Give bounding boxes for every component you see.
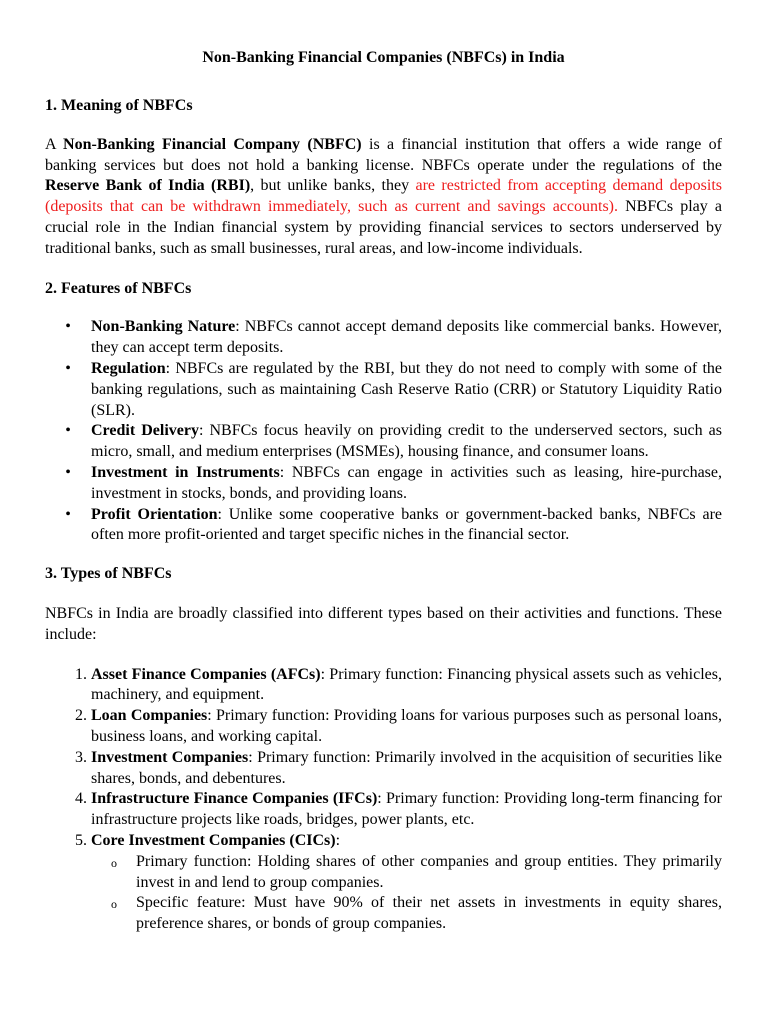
list-item: 4. Infrastructure Finance Companies (IFCs): Primary function: Providing long-term financing for infrastructure projects like roads, bridges, power plants, etc. — [45, 789, 722, 831]
circle-bullet-icon: o — [111, 897, 117, 912]
list-number: 2. — [75, 707, 87, 725]
sub-list-item: o Specific feature: Must have 90% of their net assets in investments in equity shares, preference shares, or bonds of group companies. — [111, 894, 722, 933]
list-number: 3. — [75, 748, 87, 766]
features-list — [45, 317, 722, 546]
circle-bullet-icon: o — [111, 855, 117, 870]
list-item: • Non-Banking Nature: NBFCs cannot accept demand deposits like commercial banks. However, they can accept term deposits. — [45, 317, 722, 359]
document-page — [45, 48, 722, 935]
list-item: • Investment in Instruments: NBFCs can engage in activities such as leasing, hire-purchase, investment in stocks, bonds, and providing loans. — [45, 463, 722, 505]
list-number: 1. — [75, 665, 87, 683]
list-number: 4. — [75, 790, 87, 808]
types-intro-paragraph: NBFCs in India are broadly classified into different types based on their activities and functions. These include: — [45, 604, 722, 643]
term-rbi: Reserve Bank of India (RBI) — [45, 177, 251, 195]
bullet-icon: • — [65, 359, 71, 377]
sub-list-item: o Primary function: Holding shares of other companies and group entities. They primarily invest in and lend to group companies. — [111, 852, 722, 891]
section-heading-features: 2. Features of NBFCs — [45, 279, 192, 297]
list-item: • Profit Orientation: Unlike some cooperative banks or government-backed banks, NBFCs are often more profit-oriented and target specific niches in the financial sector. — [45, 505, 722, 547]
bullet-icon: • — [65, 463, 71, 481]
bullet-icon: • — [65, 422, 71, 440]
list-item: 3. Investment Companies: Primary function: Primarily involved in the acquisition of securities like shares, bonds, and debentures. — [45, 748, 722, 790]
list-item: • Credit Delivery: NBFCs focus heavily on providing credit to the underserved sectors, such as micro, small, and medium enterprises (MSMEs), housing finance, and consumer loans. — [45, 421, 722, 463]
bullet-icon: • — [65, 505, 71, 523]
section-heading-types: 3. Types of NBFCs — [45, 565, 172, 583]
document-title: Non-Banking Financial Companies (NBFCs) in India — [202, 49, 565, 66]
meaning-paragraph: A Non-Banking Financial Company (NBFC) is a financial institution that offers a wide range of banking services but does not hold a banking license. NBFCs operate under the regulations of the Reserve Bank of India (RBI), but unlike banks, they are restricted from accepting demand deposits (deposits that can be withdrawn immediately, such as current and savings accounts). NBFCs play a crucial role in the Indian financial system by providing financial services to sectors underserved by traditional banks, such as small businesses, rural areas, and low-income individuals. — [45, 135, 723, 257]
section-heading-meaning: 1. Meaning of NBFCs — [45, 97, 193, 114]
list-item: 1. Asset Finance Companies (AFCs): Primary function: Financing physical assets such as vehicles, machinery, and equipment. — [45, 665, 722, 707]
list-item: 5. Core Investment Companies (CICs): — [45, 831, 722, 852]
list-item: 2. Loan Companies: Primary function: Providing loans for various purposes such as personal loans, business loans, and working capital. — [45, 706, 722, 748]
bullet-icon: • — [65, 318, 71, 336]
list-number: 5. — [75, 831, 87, 849]
list-item: • Regulation: NBFCs are regulated by the RBI, but they do not need to comply with some of the banking regulations, such as maintaining Cash Reserve Ratio (CRR) or Statutory Liquidity Ratio (SLR). — [45, 359, 722, 421]
term-nbfc: Non-Banking Financial Company (NBFC) — [63, 135, 362, 153]
types-list — [45, 665, 722, 852]
highlighted-restriction-text: are restricted from accepting demand deposits (deposits that can be withdrawn immediately, such as current and savings accounts). — [45, 177, 723, 216]
